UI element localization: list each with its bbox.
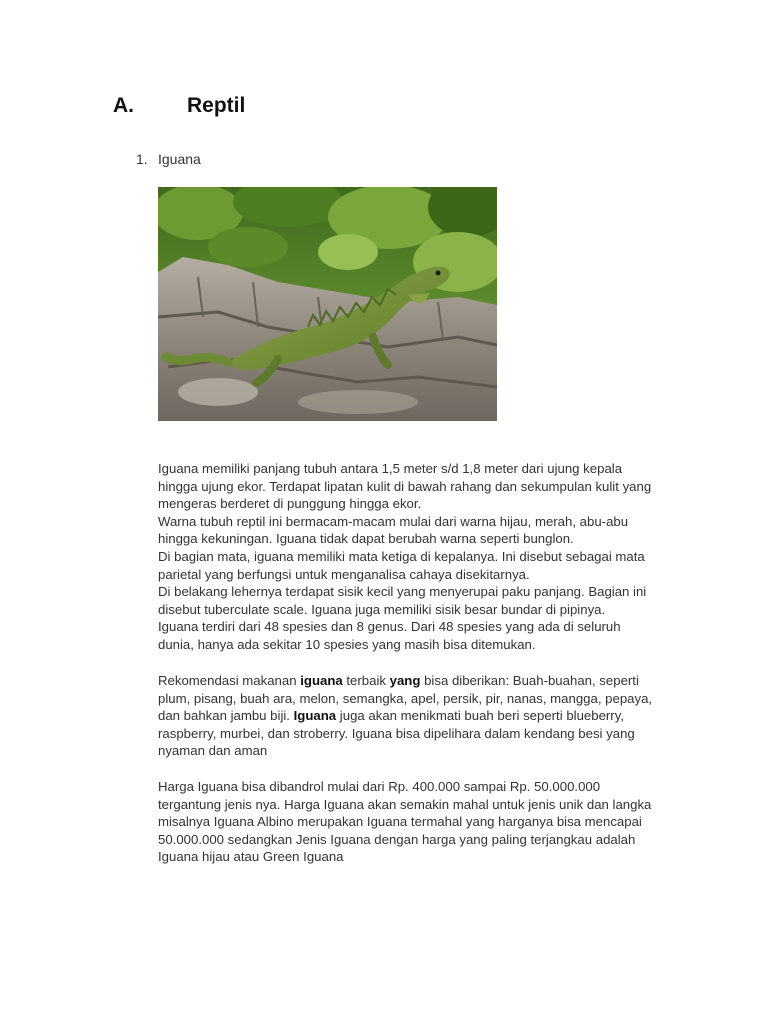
section-letter: A. [113,94,134,117]
section-heading [113,94,245,118]
text-line: hingga ujung ekor. Terdapat lipatan kulit di bawah rahang dan sekumpulan kulit yang [158,478,652,494]
text-line: misalnya Iguana Albino merupakan Iguana termahal yang harganya bisa mencapai [158,814,642,830]
text-line: raspberry, murbei, dan stroberry. Iguana bisa dipelihara dalam kendang besi yang [158,725,635,741]
text-line: Iguana memiliki panjang tubuh antara 1,5 meter s/d 1,8 meter dari ujung kepala [158,461,623,476]
list-number: 1. [136,151,148,167]
text-line: dunia, hanya ada sekitar 10 spesies yang masih bisa ditemukan. [158,636,536,652]
bold-run: yang [389,673,421,688]
bold-run: iguana [300,673,343,688]
text-run: bisa diberikan: Buah-buahan, seperti [420,673,639,688]
text-line: disebut tuberculate scale. Iguana juga memiliki sisik besar bundar di pipinya. [158,601,606,617]
text-line: tergantung jenis nya. Harga Iguana akan semakin mahal untuk jenis unik dan langka [158,796,652,812]
text-run: Rekomendasi makanan [158,673,301,688]
iguana-photo [158,187,497,421]
text-line [158,707,698,725]
text-run: terbaik [342,673,390,688]
list-label: Iguana [158,151,201,167]
list-item-iguana [136,151,201,167]
paragraph-price [158,778,698,866]
text-line: Harga Iguana bisa dibandrol mulai dari Rp. 400.000 sampai Rp. 50.000.000 [158,779,601,794]
paragraph-food [158,672,698,760]
text-line: Iguana hijau atau Green Iguana [158,849,344,865]
text-line: plum, pisang, buah ara, melon, semangka, apel, persik, pir, nanas, mangga, pepaya, [158,690,653,706]
paragraph-description [158,460,698,654]
text-line: Di belakang lehernya terdapat sisik kecil yang menyerupai paku panjang. Bagian ini [158,584,647,600]
text-line: Iguana terdiri dari 48 spesies dan 8 genus. Dari 48 spesies yang ada di seluruh [158,619,621,635]
text-run: dan bahkan jambu biji. [158,708,294,724]
text-line: hingga kekuningan. Iguana tidak dapat berubah warna seperti bunglon. [158,531,574,547]
text-line: mengeras berderet di punggung hingga ekor. [158,496,422,512]
text-run: juga akan menikmati buah beri seperti blueberry, [336,708,624,724]
text-line: Warna tubuh reptil ini bermacam-macam mulai dari warna hijau, merah, abu-abu [158,513,629,529]
text-line [158,672,698,690]
bold-run: Iguana [293,708,337,724]
section-title: Reptil [187,94,246,117]
text-line: parietal yang berfungsi untuk menganalisa cahaya disekitarnya. [158,566,530,582]
text-line: Di bagian mata, iguana memiliki mata ketiga di kepalanya. Ini disebut sebagai mata [158,548,645,564]
text-line: 50.000.000 sedangkan Jenis Iguana dengan harga yang paling terjangkau adalah [158,831,636,847]
iguana-illustration [158,187,497,421]
text-line: nyaman dan aman [158,743,268,759]
